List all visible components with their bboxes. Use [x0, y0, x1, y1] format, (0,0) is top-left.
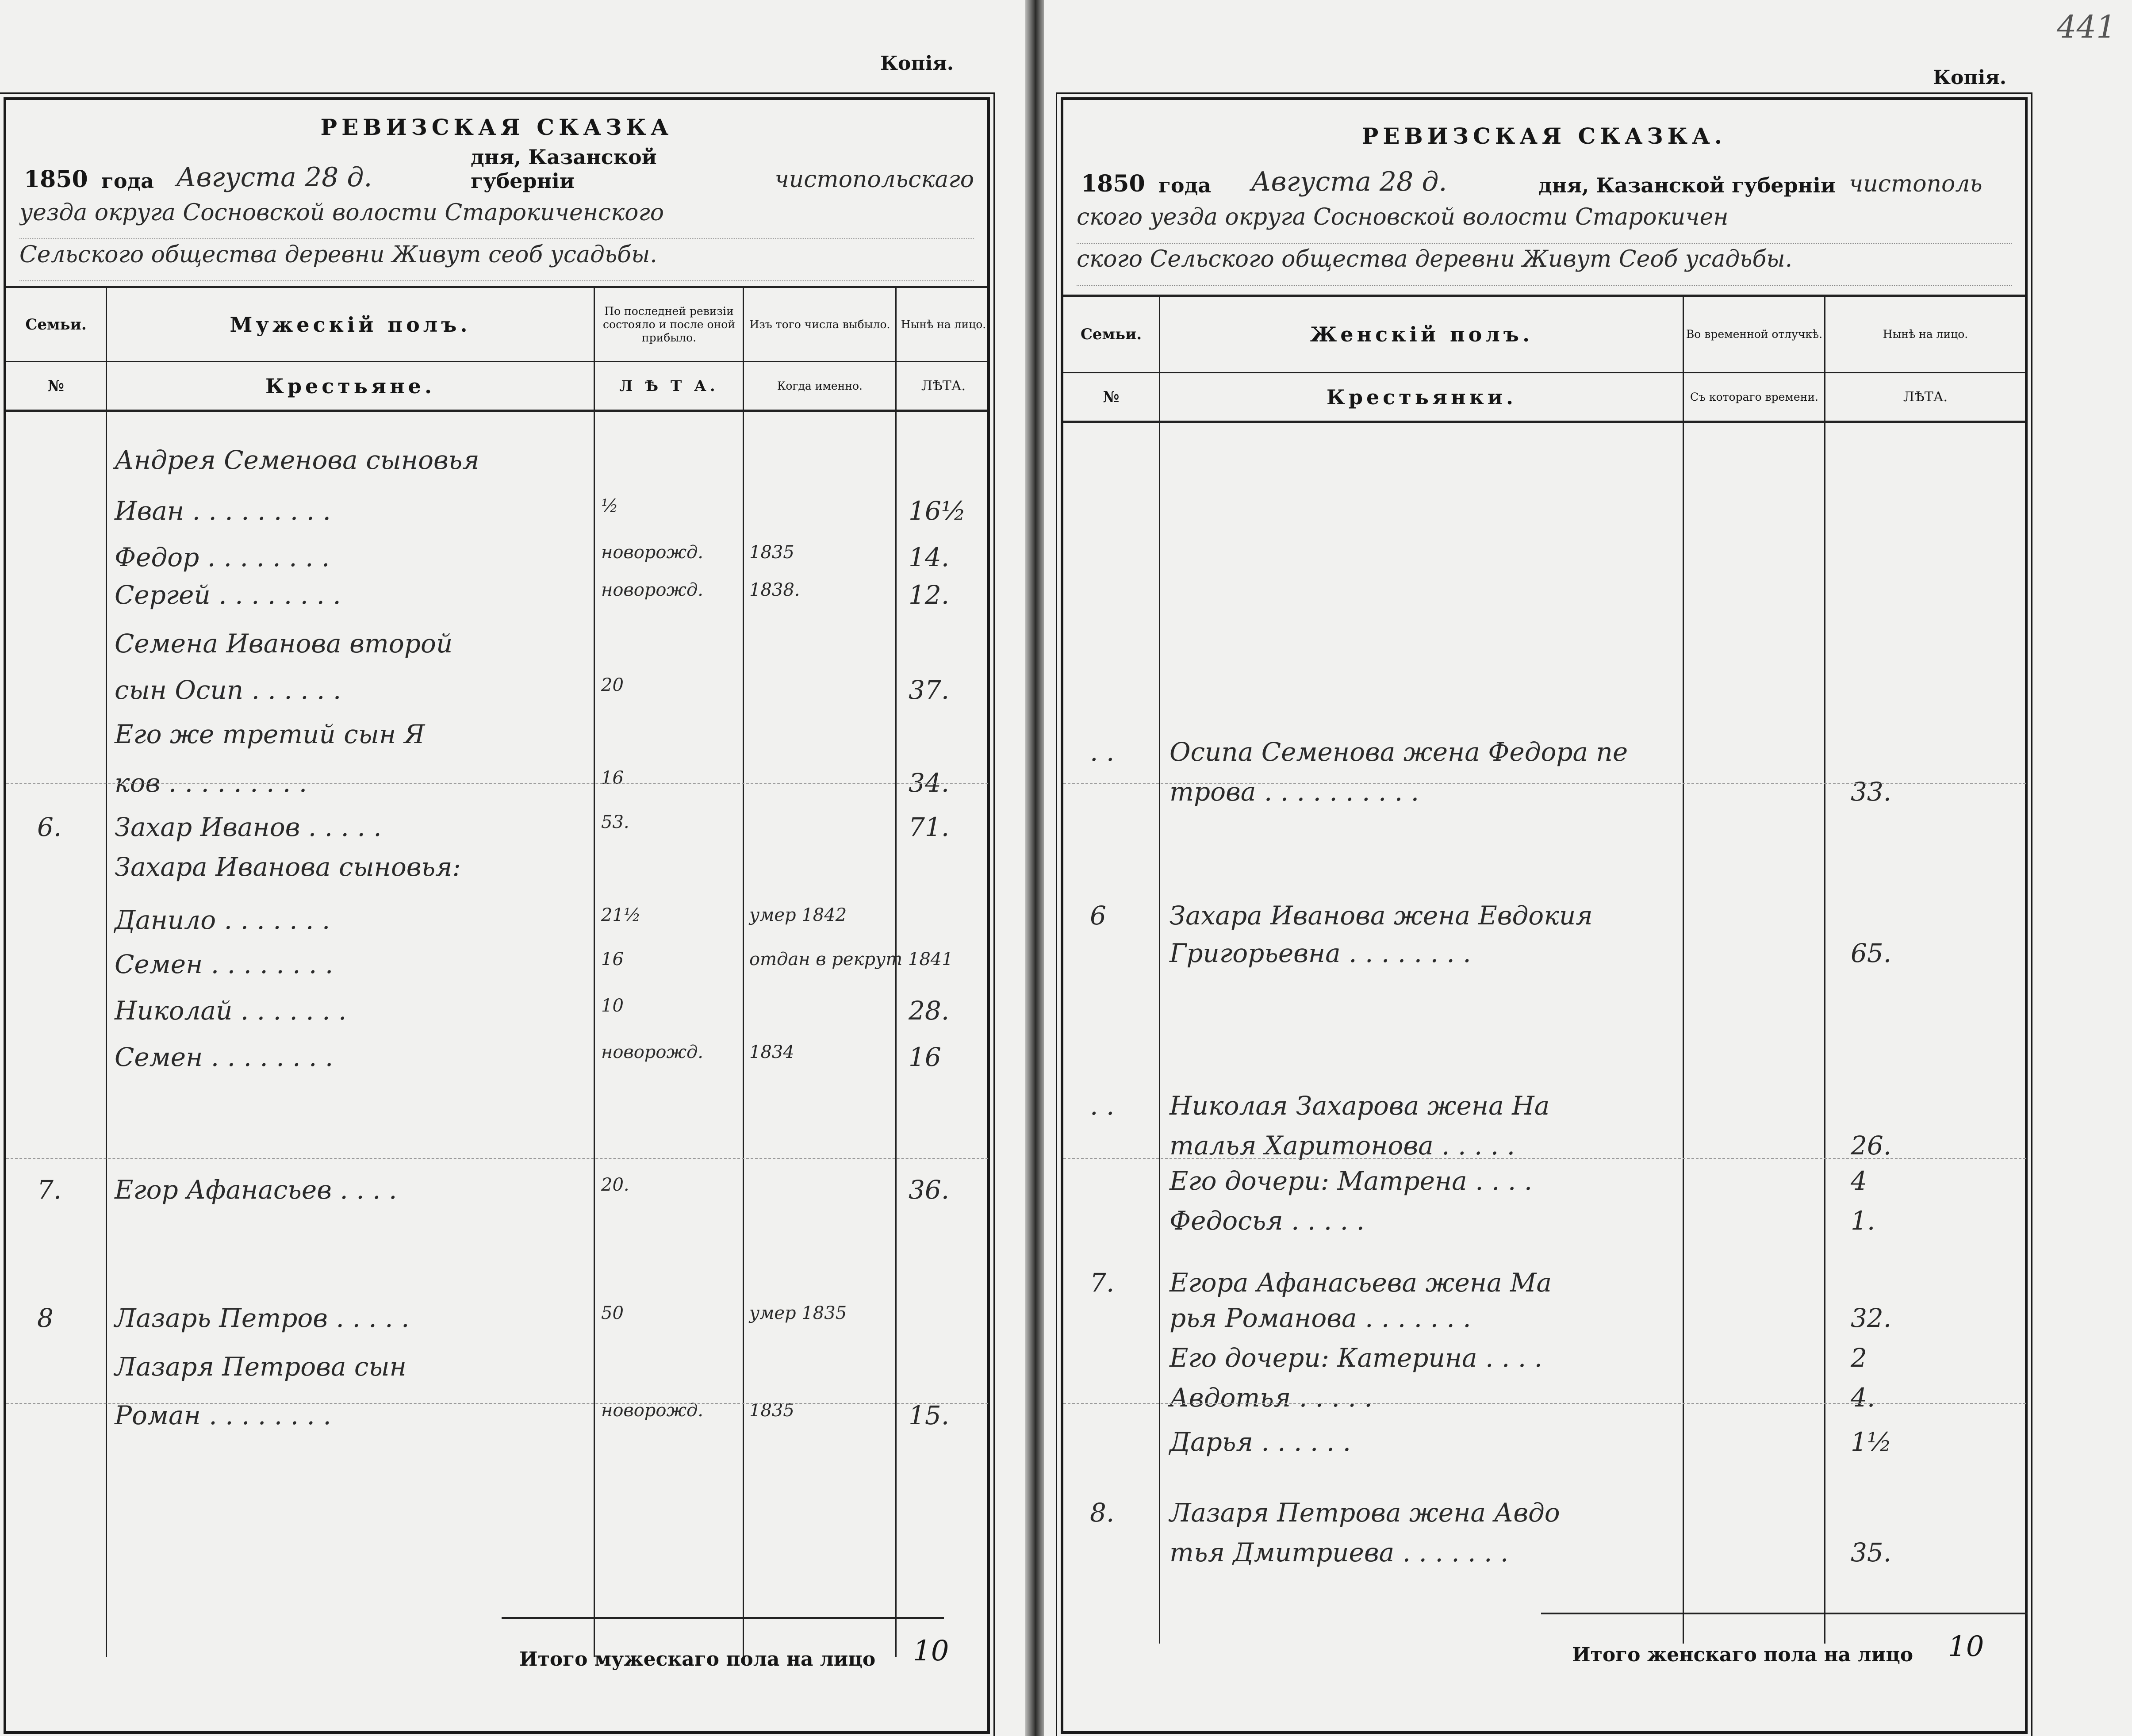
present-age: 1.	[1851, 1206, 1875, 1236]
male-name-entry: Семен . . . . . . . .	[115, 1042, 334, 1072]
present-age: 65.	[1851, 938, 1892, 968]
year-word: года	[1158, 173, 1212, 197]
year: 1850	[24, 166, 88, 193]
male-name-entry: Семена Иванова второй	[115, 628, 453, 659]
female-name-entry: тья Дмитриева . . . . . . .	[1170, 1537, 1509, 1567]
family-separator	[1063, 1403, 2026, 1404]
present-age: 4.	[1851, 1383, 1875, 1413]
female-total-label: Итого женскаго пола на лицо	[1572, 1644, 1913, 1666]
location-line-3: Сельского общества деревни Живут сеоб усадьбы.	[19, 241, 974, 281]
header-when: Когда именно.	[777, 379, 863, 392]
male-name-entry: Данило . . . . . . .	[115, 905, 330, 935]
family-separator	[6, 783, 988, 784]
location-line-2: ского уезда округа Сосновской волости Старокичен	[1077, 204, 2012, 244]
last-revision-age: ½	[601, 496, 618, 516]
date-line	[1081, 157, 2012, 197]
family-separator	[6, 1403, 988, 1404]
last-revision-age: 16	[601, 768, 624, 788]
family-number: 7.	[37, 1175, 62, 1205]
header-peasants: Крестьяне.	[265, 374, 435, 398]
last-revision-age: 50	[601, 1303, 624, 1323]
female-total-value: 10	[1948, 1630, 1984, 1663]
present-age: 1½	[1851, 1427, 1892, 1457]
header-rule-bottom	[1063, 421, 2025, 423]
header-present: Нынѣ на лицо.	[901, 318, 986, 331]
last-revision-age: 10	[601, 996, 624, 1016]
form-title: РЕВИЗСКАЯ СКАЗКА	[320, 114, 673, 140]
left-form	[4, 97, 990, 1734]
departed-when: отдан в рекрут 1841	[749, 949, 953, 970]
male-name-entry: ков . . . . . . . . .	[115, 768, 307, 798]
male-name-entry: Андрея Семенова сыновья	[115, 445, 479, 475]
female-name-entry: Николая Захарова жена На	[1170, 1091, 1550, 1121]
header-last-revision: По последней ревизіи состояло и после оной прибыло.	[603, 304, 735, 344]
header-male: Мужескій полъ.	[230, 312, 471, 337]
right-page	[1044, 0, 2132, 1736]
family-number: 6	[1090, 901, 1106, 931]
form-title: РЕВИЗСКАЯ СКАЗКА.	[1361, 123, 1727, 149]
male-name-entry: Лазаря Петрова сын	[115, 1352, 406, 1382]
col-divider	[594, 286, 595, 1657]
present-age: 15.	[909, 1400, 950, 1430]
last-revision-age: 21½	[601, 905, 641, 925]
copy-stamp: Копія.	[880, 52, 954, 75]
female-name-entry: рья Романова . . . . . . .	[1170, 1303, 1471, 1333]
male-name-entry: Лазарь Петров . . . . .	[115, 1303, 410, 1333]
family-number: 7.	[1090, 1268, 1115, 1298]
date-handwritten: Августа 28 д.	[176, 162, 372, 193]
header-departed: Изъ того числа выбыло.	[749, 318, 890, 331]
male-total-value: 10	[913, 1635, 949, 1667]
last-revision-age: новорожд.	[601, 1042, 704, 1062]
family-number: 6.	[37, 812, 62, 842]
present-age: 2	[1851, 1343, 1867, 1373]
departed-when: умер 1842	[749, 905, 847, 925]
present-age: 4	[1851, 1166, 1867, 1196]
departed-when: 1835	[749, 1400, 794, 1421]
family-number: . .	[1090, 1091, 1115, 1121]
folio-number: 441	[2057, 9, 2116, 45]
header-absent: Во временной отлучкѣ.	[1686, 328, 1823, 341]
last-revision-age: 20	[601, 675, 624, 695]
male-name-entry: Роман . . . . . . . .	[115, 1400, 331, 1430]
family-separator	[1063, 783, 2026, 784]
left-page	[0, 0, 1025, 1736]
present-age: 16½	[909, 496, 966, 526]
family-number: 8.	[1090, 1498, 1115, 1528]
present-age: 16	[909, 1042, 941, 1072]
present-age: 37.	[909, 675, 950, 705]
present-age: 28.	[909, 996, 950, 1026]
header-years-now: ЛѢТА.	[921, 378, 966, 394]
total-rule	[502, 1617, 944, 1619]
right-form	[1061, 97, 2028, 1734]
header-female: Женскій полъ.	[1310, 322, 1534, 346]
location-line-3: ского Сельского общества деревни Живут Сеоб усадьбы.	[1077, 246, 2012, 286]
male-total-label: Итого мужескаго пола на лицо	[519, 1648, 876, 1671]
family-separator	[6, 1158, 988, 1159]
female-name-entry: Осипа Семенова жена Федора пе	[1170, 737, 1628, 767]
departed-when: умер 1835	[749, 1303, 847, 1323]
male-name-entry: Захар Иванов . . . . .	[115, 812, 382, 842]
header-number: №	[48, 377, 64, 395]
male-name-entry: Его же третий сын Я	[115, 719, 425, 749]
present-age: 35.	[1851, 1537, 1892, 1567]
header-family: Семьи.	[1080, 326, 1142, 343]
col-divider	[895, 286, 897, 1657]
book-gutter	[1025, 0, 1044, 1736]
present-age: 36.	[909, 1175, 950, 1205]
male-name-entry: Захара Иванова сыновья:	[115, 852, 461, 882]
col-divider	[1683, 295, 1684, 1644]
male-name-entry: Николай . . . . . . .	[115, 996, 347, 1026]
col-divider	[106, 286, 107, 1657]
year: 1850	[1081, 170, 1145, 197]
location-line-2: уезда округа Сосновской волости Старокиченского	[19, 199, 974, 239]
female-name-entry: Григорьевна . . . . . . . .	[1170, 938, 1471, 968]
departed-when: 1834	[749, 1042, 794, 1062]
female-name-entry: Лазаря Петрова жена Авдо	[1170, 1498, 1560, 1528]
female-name-entry: Егора Афанасьева жена Ма	[1170, 1268, 1552, 1298]
last-revision-age: 53.	[601, 812, 629, 832]
header-family: Семьи.	[25, 315, 87, 333]
present-age: 26.	[1851, 1131, 1892, 1161]
family-number: 8	[37, 1303, 54, 1333]
header-present: Нынѣ на лицо.	[1883, 328, 1968, 341]
uezd-handwritten: чистопольскаго	[775, 166, 974, 193]
male-name-entry: Иван . . . . . . . . .	[115, 496, 331, 526]
male-name-entry: Егор Афанасьев . . . .	[115, 1175, 397, 1205]
male-name-entry: Федор . . . . . . . .	[115, 542, 330, 572]
date-line	[24, 145, 974, 193]
departed-when: 1838.	[749, 580, 800, 600]
present-age: 14.	[909, 542, 950, 572]
present-age: 71.	[909, 812, 950, 842]
female-name-entry: талья Харитонова . . . . .	[1170, 1131, 1515, 1161]
female-name-entry: Его дочери: Катерина . . . .	[1170, 1343, 1543, 1373]
female-name-entry: Дарья . . . . . .	[1170, 1427, 1351, 1457]
copy-stamp: Копія.	[1933, 66, 2007, 89]
header-peasant-women: Крестьянки.	[1326, 385, 1517, 409]
present-age: 12.	[909, 580, 950, 610]
total-rule	[1541, 1613, 2028, 1614]
header-rule-bottom	[6, 410, 987, 412]
header-years: Л Ѣ Т А.	[619, 377, 719, 395]
present-age: 34.	[909, 768, 950, 798]
header-number: №	[1103, 388, 1120, 406]
date-handwritten: Августа 28 д.	[1251, 166, 1447, 197]
last-revision-age: 20.	[601, 1175, 629, 1195]
male-name-entry: Семен . . . . . . . .	[115, 949, 334, 979]
day-province-label: дня, Казанской губерніи	[1538, 173, 1836, 197]
uezd-handwritten: чистополь	[1848, 171, 1982, 197]
male-name-entry: сын Осип . . . . . .	[115, 675, 341, 705]
header-since: Съ котораго времени.	[1690, 390, 1818, 403]
departed-when: 1835	[749, 542, 794, 563]
female-name-entry: Захара Иванова жена Евдокия	[1170, 901, 1593, 931]
col-divider	[1824, 295, 1825, 1644]
family-separator	[1063, 1158, 2026, 1159]
family-number: . .	[1090, 737, 1115, 767]
present-age: 33.	[1851, 777, 1892, 807]
header-years-now: ЛѢТА.	[1903, 389, 1948, 405]
male-name-entry: Сергей . . . . . . . .	[115, 580, 341, 610]
last-revision-age: 16	[601, 949, 624, 970]
col-divider	[743, 286, 744, 1657]
day-province-label: дня, Казанской губерніи	[470, 145, 657, 193]
female-name-entry: трова . . . . . . . . . .	[1170, 777, 1419, 807]
present-age: 32.	[1851, 1303, 1892, 1333]
last-revision-age: новорожд.	[601, 1400, 704, 1421]
female-name-entry: Его дочери: Матрена . . . .	[1170, 1166, 1533, 1196]
year-word: года	[101, 169, 154, 193]
last-revision-age: новорожд.	[601, 542, 704, 563]
last-revision-age: новорожд.	[601, 580, 704, 600]
female-name-entry: Федосья . . . . .	[1170, 1206, 1365, 1236]
col-divider	[1159, 295, 1160, 1644]
female-name-entry: Авдотья . . . . .	[1170, 1383, 1373, 1413]
